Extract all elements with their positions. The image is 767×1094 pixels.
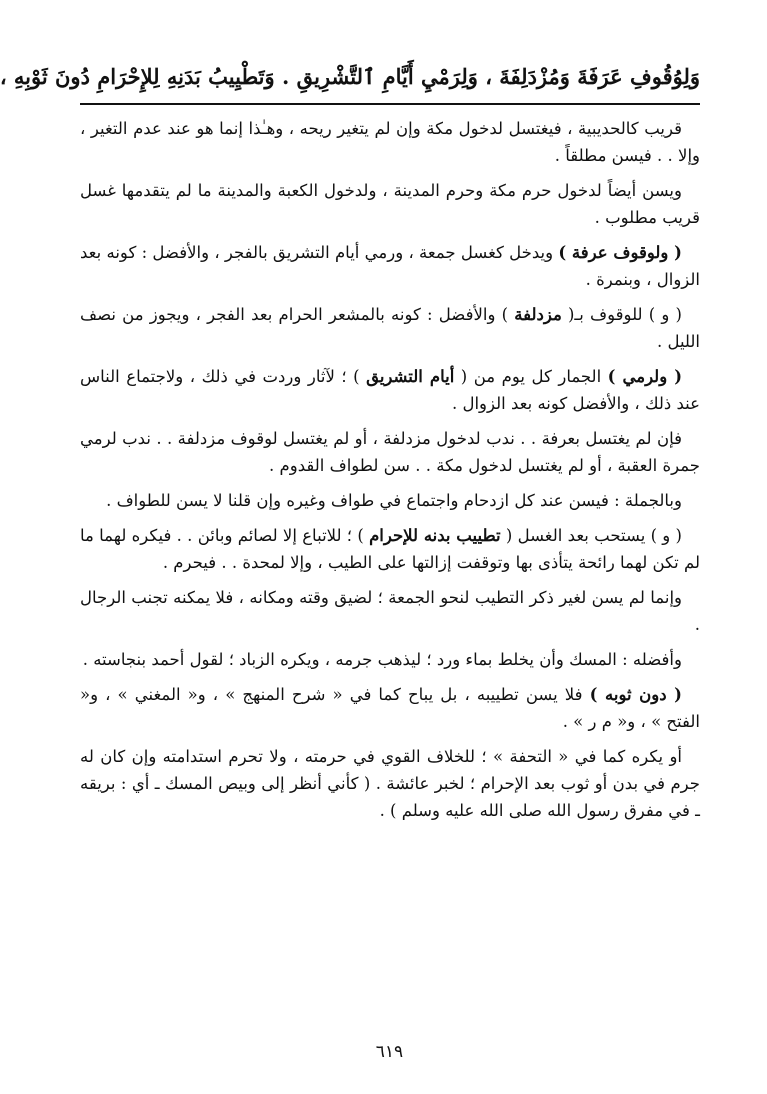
paragraph-1 — [80, 115, 700, 169]
matn-term: مزدلفة — [514, 305, 562, 324]
paragraph-4 — [80, 301, 700, 355]
matn-term: تطييب بدنه للإحرام — [369, 526, 501, 545]
text-run: ويسن أيضاً لدخول حرم مكة وحرم المدينة ، ولدخول الكعبة والمدينة ما لم يتقدمها غسل قريب مطلوب . — [80, 181, 700, 227]
paragraph-3 — [80, 239, 700, 293]
paragraph-7 — [80, 487, 700, 514]
text-run: وأفضله : المسك وأن يخلط بماء ورد ؛ ليذهب جرمه ، ويكره الزباد ؛ لقول أحمد بنجاسته . — [82, 650, 682, 669]
text-run: ) ؛ لآثار وردت في ذلك ، ولاجتماع الناس عند ذلك ، والأفضل كونه بعد الزوال . — [80, 367, 700, 413]
matn-term: ( ولرمي ) — [607, 367, 682, 386]
paragraph-9 — [80, 584, 700, 638]
text-run: قريب كالحديبية ، فيغتسل لدخول مكة وإن لم يتغير ريحه ، وهـٰذا إنما هو عند عدم التغير ، وإلا . . فيسن مطلقاً . — [80, 119, 700, 165]
text-run: وبالجملة : فيسن عند كل ازدحام واجتماع في طواف وغيره وإن قلنا لا يسن للطواف . — [106, 491, 682, 510]
paragraph-8 — [80, 522, 700, 576]
text-run: الجمار كل يوم من ( — [454, 367, 608, 386]
text-run: ) ؛ للاتباع إلا لصائم وبائن . . فيكره لهما ما لم تكن لهما رائحة يتأذى بها وتوقفت إزالتها على الطيب ، وإلا لمحدة . . فيحرم . — [80, 526, 700, 572]
text-run: فلا يسن تطييبه ، بل يباح كما في « شرح المنهج » ، و« المغني » ، و« الفتح » ، و« م ر » . — [80, 685, 700, 731]
text-run: ) والأفضل : كونه بالمشعر الحرام بعد الفجر ، ويجوز من نصف الليل . — [80, 305, 700, 351]
matn-term: أيام التشريق — [366, 367, 455, 386]
paragraph-2 — [80, 177, 700, 231]
text-run: ( و ) يستحب بعد الغسل ( — [500, 526, 682, 545]
paragraph-12 — [80, 743, 700, 824]
paragraph-5 — [80, 363, 700, 417]
matn-term: ( دون ثوبه ) — [589, 685, 682, 704]
paragraph-10 — [80, 646, 700, 673]
text-run: وإنما لم يسن لغير ذكر التطيب لنحو الجمعة ؛ لضيق وقته ومكانه ، فلا يمكنه تجنب الرجال . — [80, 588, 700, 634]
text-run: ( و ) للوقوف بـ( — [561, 305, 682, 324]
text-run: فإن لم يغتسل بعرفة . . ندب لدخول مزدلفة ، أو لم يغتسل لوقوف مزدلفة . . ندب لرمي جمرة العقبة ، أو لم يغتسل لدخول مكة . . سن لطواف القدوم . — [80, 429, 700, 475]
text-run: ويدخل كغسل جمعة ، ورمي أيام التشريق بالفجر ، والأفضل : كونه بعد الزوال ، وبنمرة . — [80, 243, 700, 289]
book-page — [0, 55, 700, 832]
matn-term: ( ولوقوف عرفة ) — [558, 243, 682, 262]
header-rule — [80, 103, 700, 105]
text-run: أو يكره كما في « التحفة » ؛ للخلاف القوي في حرمته ، ولا تحرم استدامته وإن كان له جرم في بدن أو ثوب بعد الإحرام ؛ لخبر عائشة . ( كأني أنظر إلى وبيص المسك ـ أي : بريقه ـ في مفرق رسول الله صلى الله عليه وسلم ) . — [80, 747, 700, 820]
running-header: وَلِوُقُوفِ عَرَفَةَ وَمُزْدَلِفَةَ ، وَلِرَمْيِ أَيَّامِ ٱلتَّشْرِيقِ . وَتَطْيِيبُ بَدَنِهِ لِلإِحْرَامِ دُونَ ثَوْبِهِ ، — [0, 64, 700, 89]
page-number: ٦١٩ — [375, 1042, 404, 1062]
paragraph-11 — [80, 681, 700, 735]
paragraph-6 — [80, 425, 700, 479]
